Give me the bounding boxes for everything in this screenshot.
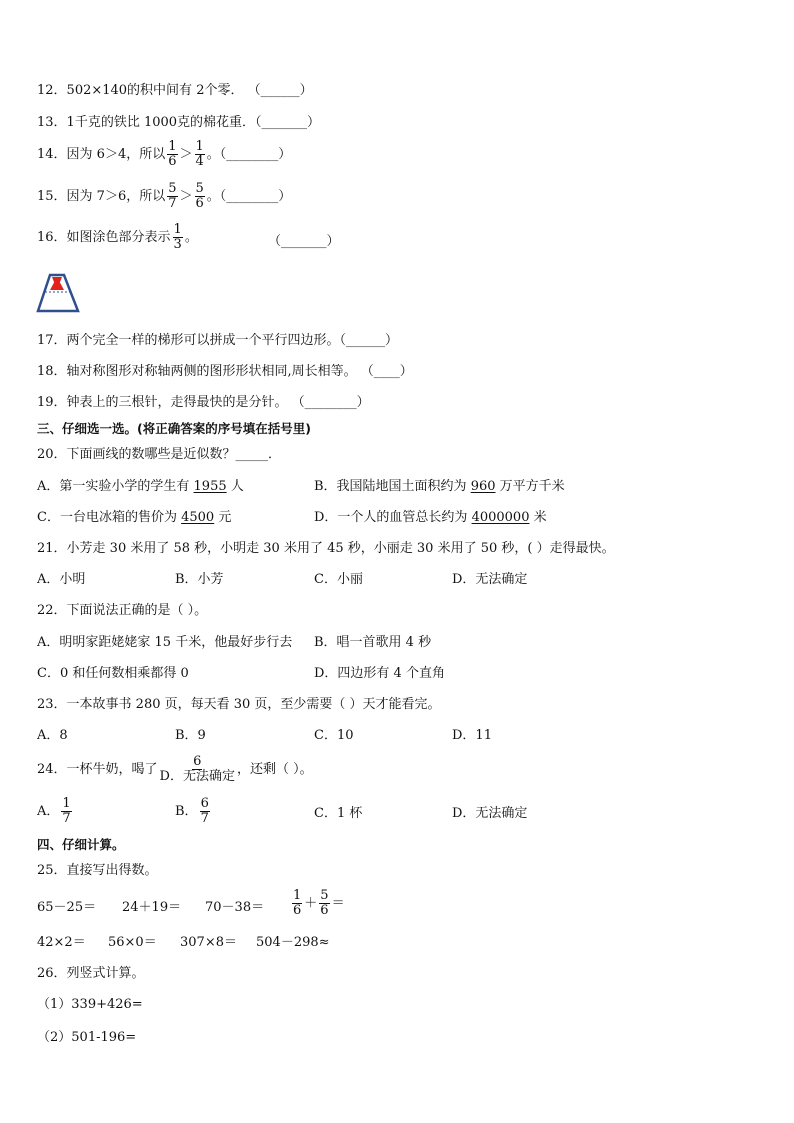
option-b: B．9	[175, 728, 206, 743]
question-26-stem: 26．列竖式计算。	[37, 966, 145, 981]
option-c: C．1 杯	[314, 806, 363, 821]
option-b: B．小芳	[175, 572, 224, 587]
fraction: $\frac{1}{6}$	[168, 139, 177, 169]
option-a: A． $\frac{1}{7}$	[37, 796, 71, 826]
question-23-stem: 23．一本故事书 280 页，每天看 30 页，至少需要（ ）天才能看完。	[37, 697, 441, 712]
question-22-stem: 22．下面说法正确的是（ ）。	[37, 603, 208, 618]
fraction: $\frac{6}{\text{D．无法确定}}$	[159, 754, 235, 784]
question-20-stem: 20．下面画线的数哪些是近似数？_____．	[37, 447, 282, 462]
option-c: C．10	[314, 728, 354, 743]
calc-item: 24＋19＝	[122, 900, 182, 915]
option-b: B．唱一首歌用 4 秒	[314, 635, 432, 650]
question-16: 16．如图涂色部分表示 $\frac{1}{3}$ 。	[37, 222, 198, 252]
option-d: D．四边形有 4 个直角	[314, 666, 445, 681]
section-3-heading: 三、仔细选一选。(将正确答案的序号填在括号里)	[37, 421, 311, 436]
calc-item: 56×0＝	[108, 935, 157, 950]
option-c: C．0 和任何数相乘都得 0	[37, 666, 189, 681]
option-d: D．无法确定	[452, 572, 528, 587]
calc-problem-2: （2）501-196=	[37, 1030, 137, 1045]
answer-blank: （_______）	[268, 234, 340, 249]
calc-item-fraction: $\frac{1}{6}$ ＋ $\frac{5}{6}$ ＝	[293, 888, 345, 918]
shaded-trapezoid-figure	[36, 272, 80, 314]
option-d: D．一个人的血管总长约为 4000000 米	[314, 510, 547, 525]
fraction: $\frac{5}{7}$	[168, 181, 177, 211]
fraction: $\frac{1}{7}$	[62, 796, 71, 826]
question-25-stem: 25．直接写出得数。	[37, 863, 158, 878]
question-21-stem: 21．小芳走 30 米用了 58 秒，小明走 30 米用了 45 秒，小丽走 30 米用了 50 秒，( ）走得最快。	[37, 541, 615, 556]
fraction: $\frac{6}{7}$	[200, 796, 209, 826]
option-a: A．8	[37, 728, 68, 743]
calc-problem-1: （1）339+426=	[37, 997, 143, 1012]
calc-item: 65－25＝	[37, 900, 97, 915]
option-b: B．我国陆地国土面积约为 960 万平方千米	[314, 479, 565, 494]
calc-item: 504－298≈	[256, 935, 330, 950]
question-18: 18．轴对称图形对称轴两侧的图形形状相同,周长相等。 （____）	[37, 364, 413, 379]
option-b: B． $\frac{6}{7}$	[175, 796, 209, 826]
option-d: D．无法确定	[452, 806, 528, 821]
question-12: 12．502×140的积中间有 2个零． （______）	[37, 83, 313, 98]
calc-item: 70－38＝	[205, 900, 265, 915]
option-d: D．11	[452, 728, 492, 743]
question-24-stem: 24．一杯牛奶，喝了 $\frac{6}{\text{D．无法确定}}$ ，还剩（ ）。	[37, 754, 313, 784]
fraction: $\frac{5}{6}$	[195, 181, 204, 211]
option-c: C．一台电冰箱的售价为 4500 元	[37, 510, 232, 525]
section-4-heading: 四、仔细计算。	[37, 837, 125, 852]
question-19: 19．钟表上的三根针，走得最快的是分针。 （________）	[37, 395, 370, 410]
option-a: A．第一实验小学的学生有 1955 人	[37, 479, 244, 494]
option-a: A．小明	[37, 572, 86, 587]
option-a: A．明明家距姥姥家 15 千米，他最好步行去	[37, 635, 293, 650]
calc-item: 42×2＝	[37, 935, 86, 950]
fraction: $\frac{1}{4}$	[195, 139, 204, 169]
question-13: 13．1千克的铁比 1000克的棉花重．（_______）	[37, 115, 321, 130]
question-15: 15．因为 7＞6，所以 $\frac{5}{7}$ ＞ $\frac{5}{6}$ 。（________）	[37, 181, 292, 211]
calc-item: 307×8＝	[180, 935, 237, 950]
fraction: $\frac{1}{3}$	[173, 222, 182, 252]
fraction: $\frac{5}{6}$	[320, 888, 329, 918]
question-14: 14．因为 6＞4，所以 $\frac{1}{6}$ ＞ $\frac{1}{4}$ 。（________）	[37, 139, 292, 169]
question-17: 17．两个完全一样的梯形可以拼成一个平行四边形。（______）	[37, 333, 399, 348]
fraction: $\frac{1}{6}$	[293, 888, 302, 918]
option-c: C．小丽	[314, 572, 363, 587]
